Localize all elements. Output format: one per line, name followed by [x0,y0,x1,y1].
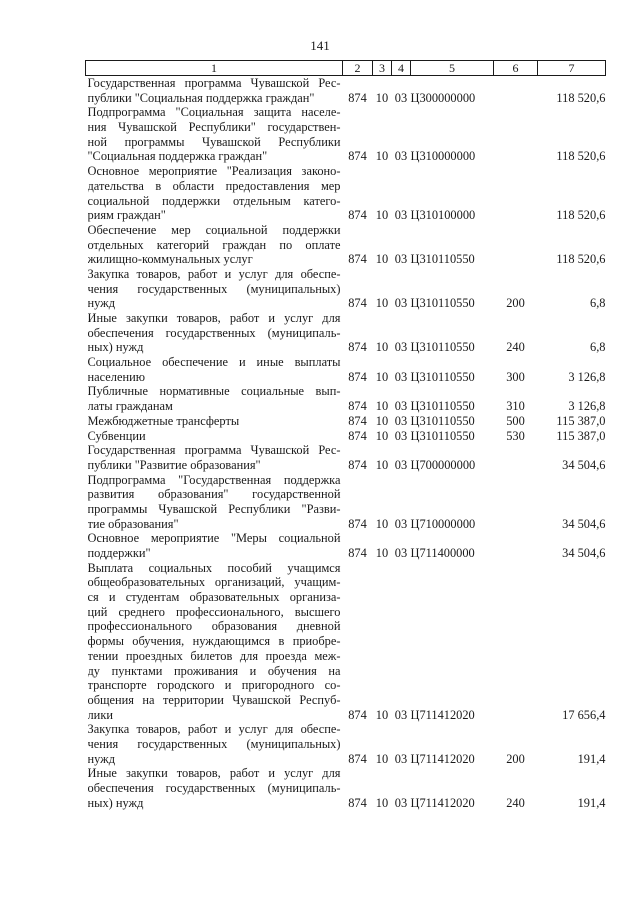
description-line: Публичные нормативные социальные вып- [87,384,341,399]
row-description [86,722,343,766]
section-code: 10 [375,252,389,267]
row-description [86,561,343,723]
target-article-code: Ц310110550 [410,296,475,311]
expense-type-code [494,223,538,267]
table-row [86,443,606,472]
target-article-code: Ц310100000 [410,208,476,223]
section-code: 10 [375,208,389,223]
table-row [86,355,606,384]
table-row [86,722,606,766]
description-line: "Социальная поддержка граждан" [87,149,268,164]
description-line: развития образования" государственной [87,487,341,502]
row-description [86,105,343,164]
target-article-code: Ц310000000 [410,149,476,164]
subsection-code: 03 [394,90,408,105]
header-col-1: 1 [86,61,343,76]
expense-type-code: 310 [506,399,525,414]
row-description [86,473,343,532]
section-code: 10 [375,707,389,722]
subsection-code: 03 [394,795,408,810]
amount: 6,8 [590,296,606,311]
ministry-code: 874 [348,399,367,414]
description-line: программы Чувашской Республики "Разви- [87,501,341,516]
expense-type-code [494,531,538,560]
description-line: нужд [87,296,116,311]
description-line: лики [87,707,113,722]
ministry-code: 874 [348,149,367,164]
description-line: общения на территории Чувашской Респуб- [87,692,341,707]
description-line: населению [87,369,145,384]
description-line: Подпрограмма "Государственная поддержка [87,472,341,487]
row-description [86,223,343,267]
expense-type-code: 200 [506,751,525,766]
expense-type-code: 240 [506,795,525,810]
subsection-code: 03 [394,751,408,766]
description-line: тении проездных билетов для проезда меж- [87,648,341,663]
subsection-code: 03 [394,546,408,561]
description-line: общеобразовательных организаций, учащим- [87,575,341,590]
description-line: ных) нужд [87,795,144,810]
description-line: нужд [87,751,116,766]
description-line: ных) нужд [87,340,144,355]
description-line: Закупка товаров, работ и услуг для обеспе- [87,266,341,281]
subsection-code: 03 [394,340,408,355]
amount: 118 520,6 [556,90,606,105]
target-article-code: Ц310110550 [410,413,475,428]
description-line: Государственная программа Чувашской Рес- [87,76,341,90]
expense-type-code: 200 [506,296,525,311]
amount: 34 504,6 [562,457,606,472]
expense-type-code: 500 [506,413,525,428]
expense-type-code [494,443,538,472]
ministry-code: 874 [348,795,367,810]
description-line: формы обучения, нуждающимся в приобре- [87,634,341,649]
amount: 17 656,4 [562,707,606,722]
amount: 115 387,0 [556,413,606,428]
subsection-code: 03 [394,457,408,472]
section-code: 10 [375,369,389,384]
section-code: 10 [375,296,389,311]
target-article-code: Ц711412020 [410,795,475,810]
description-line: транспорте городского и пригородного со- [87,678,341,693]
header-col-4: 4 [392,61,411,76]
description-line: риям граждан" [87,208,166,223]
table-row [86,267,606,311]
amount: 3 126,8 [568,369,606,384]
amount: 3 126,8 [568,399,606,414]
subsection-code: 03 [394,399,408,414]
expense-type-code [494,561,538,723]
header-col-7: 7 [538,61,606,76]
row-description [86,311,343,355]
description-line: Обеспечение мер социальной поддержки [87,222,341,237]
row-description [86,76,343,106]
table-row [86,473,606,532]
description-line: поддержки" [87,546,151,561]
description-line: социальной поддержки отдельным катего- [87,193,341,208]
target-article-code: Ц711412020 [410,751,475,766]
table-row [86,766,606,810]
description-line: латы гражданам [87,399,173,414]
amount: 34 504,6 [562,546,606,561]
description-line: Основное мероприятие "Меры социальной [87,531,341,546]
description-line: ной программы Чувашской Республики [87,134,341,149]
description-line: обеспечения государственных (муниципаль- [87,325,341,340]
description-line: Подпрограмма "Социальная защита населе- [87,105,341,120]
description-line: дательства в области предоставления мер [87,178,341,193]
table-body [86,76,606,811]
ministry-code: 874 [348,707,367,722]
expense-type-code: 240 [506,340,525,355]
subsection-code: 03 [394,413,408,428]
description-line: Основное мероприятие "Реализация законо- [87,164,341,179]
ministry-code: 874 [348,340,367,355]
target-article-code: Ц710000000 [410,516,476,531]
section-code: 10 [375,149,389,164]
description-line: ся и студентам образовательных организа- [87,590,341,605]
row-description [86,429,343,444]
ministry-code: 874 [348,428,367,443]
description-line: ния Чувашской Республики" государствен- [87,120,341,135]
description-line: Иные закупки товаров, работ и услуг для [87,311,341,325]
target-article-code: Ц310110550 [410,399,475,414]
description-line: тие образования" [87,516,179,531]
subsection-code: 03 [394,149,408,164]
description-line: ду пунктами проживания и обучения на [87,663,341,678]
table-row [86,414,606,429]
row-description [86,267,343,311]
row-description [86,531,343,560]
description-line: обеспечения государственных (муниципаль- [87,781,341,796]
ministry-code: 874 [348,296,367,311]
row-description [86,414,343,429]
subsection-code: 03 [394,296,408,311]
description-line: отдельных категорий граждан по оплате [87,237,341,252]
target-article-code: Ц310110550 [410,428,475,443]
ministry-code: 874 [348,413,367,428]
table-row [86,105,606,164]
section-code: 10 [375,795,389,810]
target-article-code: Ц310110550 [410,369,475,384]
section-code: 10 [375,546,389,561]
ministry-code: 874 [348,751,367,766]
description-line: Межбюджетные трансферты [87,413,240,428]
table-row [86,561,606,723]
subsection-code: 03 [394,516,408,531]
header-col-5: 5 [411,61,494,76]
target-article-code: Ц310110550 [410,252,475,267]
ministry-code: 874 [348,546,367,561]
row-description [86,355,343,384]
target-article-code: Ц300000000 [410,90,476,105]
row-description [86,164,343,223]
table-row [86,76,606,106]
subsection-code: 03 [394,369,408,384]
subsection-code: 03 [394,252,408,267]
section-code: 10 [375,399,389,414]
expense-type-code [494,105,538,164]
table-row [86,223,606,267]
description-line: чения государственных (муниципальных) [87,736,341,751]
description-line: Государственная программа Чувашской Рес- [87,443,341,458]
amount: 118 520,6 [556,208,606,223]
description-line: жилищно-коммунальных услуг [87,252,253,267]
row-description [86,384,343,413]
table-row [86,311,606,355]
table-row [86,164,606,223]
row-description [86,766,343,810]
description-line: Иные закупки товаров, работ и услуг для [87,766,341,781]
description-line: Закупка товаров, работ и услуг для обеспе- [87,722,341,737]
amount: 6,8 [590,340,606,355]
ministry-code: 874 [348,90,367,105]
amount: 118 520,6 [556,149,606,164]
amount: 191,4 [577,795,606,810]
ministry-code: 874 [348,369,367,384]
description-line: Социальное обеспечение и иные выплаты [87,355,341,370]
table-header-row [86,61,606,76]
row-description [86,443,343,472]
description-line: публики "Социальная поддержка граждан" [87,90,315,105]
section-code: 10 [375,413,389,428]
description-line: ций среднего профессионального, высшего [87,604,341,619]
expense-type-code [494,76,538,106]
expense-type-code: 530 [506,428,525,443]
section-code: 10 [375,516,389,531]
page-number: 141 [310,38,330,53]
amount: 115 387,0 [556,428,606,443]
expense-type-code [494,473,538,532]
section-code: 10 [375,457,389,472]
description-line: Выплата социальных пособий учащимся [87,560,341,575]
section-code: 10 [375,90,389,105]
description-line: профессионального образования дневной [87,619,341,634]
target-article-code: Ц700000000 [410,457,476,472]
subsection-code: 03 [394,707,408,722]
amount: 34 504,6 [562,516,606,531]
target-article-code: Ц711400000 [410,546,475,561]
target-article-code: Ц711412020 [410,707,475,722]
section-code: 10 [375,751,389,766]
header-col-6: 6 [494,61,538,76]
table-row [86,384,606,413]
ministry-code: 874 [348,208,367,223]
description-line: Субвенции [87,428,146,443]
amount: 118 520,6 [556,252,606,267]
target-article-code: Ц310110550 [410,340,475,355]
description-line: чения государственных (муниципальных) [87,281,341,296]
section-code: 10 [375,428,389,443]
subsection-code: 03 [394,208,408,223]
header-col-3: 3 [373,61,392,76]
section-code: 10 [375,340,389,355]
expense-type-code [494,164,538,223]
table-row [86,429,606,444]
table-row [86,531,606,560]
ministry-code: 874 [348,457,367,472]
subsection-code: 03 [394,428,408,443]
expense-type-code: 300 [506,369,525,384]
header-col-2: 2 [343,61,373,76]
description-line: публики "Развитие образования" [87,457,261,472]
ministry-code: 874 [348,516,367,531]
amount: 191,4 [577,751,606,766]
budget-table [85,60,606,810]
ministry-code: 874 [348,252,367,267]
